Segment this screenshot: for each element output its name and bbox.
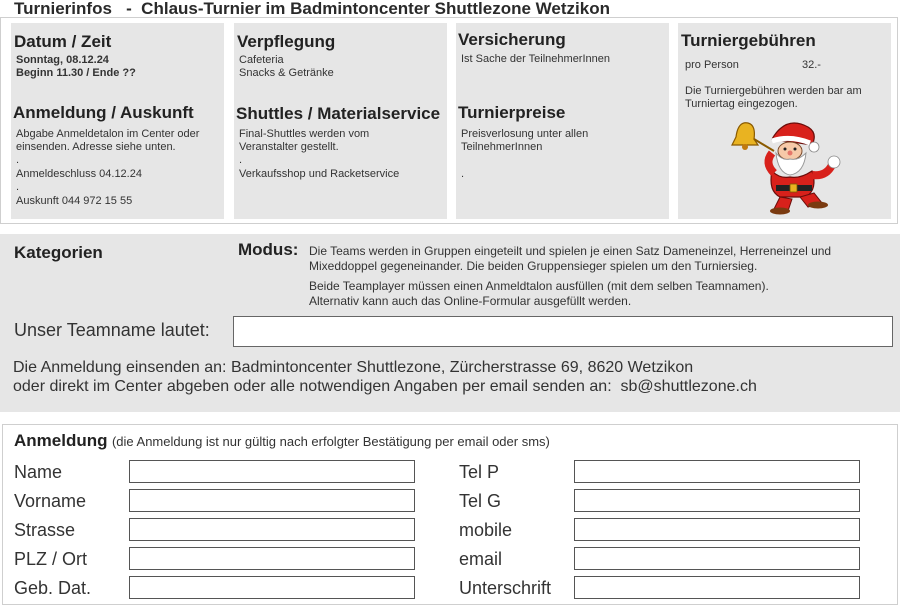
anmeldung-heading: Anmeldung / Auskunft	[13, 103, 194, 122]
verpflegung-heading: Verpflegung	[237, 32, 336, 51]
name-input[interactable]	[129, 460, 415, 483]
label-plz-ort: PLZ / Ort	[14, 549, 88, 569]
send-line1: Die Anmeldung einsenden an: Badmintoncenter Shuttlezone, Zürcherstrasse 69, 8620 Wetzikon	[13, 359, 694, 376]
email-input[interactable]	[574, 547, 860, 570]
datum-date: Sonntag, 08.12.24	[16, 54, 109, 66]
turnierpreise-line2: TeilnehmerInnen	[461, 141, 543, 153]
kategorien-section	[0, 234, 900, 412]
datum-heading: Datum / Zeit	[14, 32, 112, 51]
vorname-input[interactable]	[129, 489, 415, 512]
unterschrift-input[interactable]	[574, 576, 860, 599]
gebuehren-amount: 32.-	[802, 59, 821, 71]
label-tel-g: Tel G	[459, 491, 502, 511]
datum-time: Beginn 11.30 / Ende ??	[16, 67, 136, 79]
panel-verpflegung	[234, 23, 447, 219]
turnierpreise-heading: Turnierpreise	[458, 103, 566, 122]
versicherung-heading: Versicherung	[458, 30, 566, 49]
teamname-label: Unser Teamname lautet:	[14, 320, 210, 340]
modus-line1: Die Teams werden in Gruppen eingeteilt und spielen je einen Satz Dameneinzel, Herreneinzel und	[309, 244, 832, 258]
form-note: (die Anmeldung ist nur gültig nach erfolgter Bestätigung per email oder sms)	[111, 434, 550, 449]
santa-bell-illustration	[728, 115, 846, 215]
anmeldung-dot1: .	[16, 154, 20, 166]
tel-g-input[interactable]	[574, 489, 860, 512]
label-name: Name	[14, 462, 63, 482]
anmeldung-line1: Abgabe Anmeldetalon im Center oder	[16, 128, 200, 140]
teamname-input[interactable]	[233, 316, 893, 347]
page-title: Turnierinfos - Chlaus-Turnier im Badmintoncenter Shuttlezone Wetzikon	[14, 0, 610, 18]
shuttles-line1: Final-Shuttles werden vom	[239, 128, 370, 140]
kategorien-heading: Kategorien	[14, 243, 103, 262]
tel-p-input[interactable]	[574, 460, 860, 483]
label-strasse: Strasse	[14, 520, 76, 540]
label-geb-dat: Geb. Dat.	[14, 578, 92, 598]
shuttles-heading: Shuttles / Materialservice	[236, 104, 441, 123]
panel-datum	[11, 23, 224, 219]
label-email: email	[459, 549, 503, 569]
anmeldung-line2: einsenden. Adresse siehe unten.	[16, 141, 176, 153]
verpflegung-line2: Snacks & Getränke	[239, 67, 334, 79]
label-vorname: Vorname	[14, 491, 87, 511]
label-unterschrift: Unterschrift	[459, 578, 552, 598]
modus-line2: Mixeddoppel gegeneinander. Die beiden Gruppensieger spielen um den Turniersieg.	[309, 259, 758, 273]
geb-dat-input[interactable]	[129, 576, 415, 599]
send-line2: oder direkt im Center abgeben oder alle notwendigen Angaben per email senden an: sb@shuttlezone.ch	[13, 378, 757, 395]
modus-label: Modus:	[238, 240, 299, 259]
plz-ort-input[interactable]	[129, 547, 415, 570]
gebuehren-label: pro Person	[685, 59, 739, 71]
shuttles-line2: Veranstalter gestellt.	[239, 141, 339, 153]
modus-line3: Beide Teamplayer müssen einen Anmeldtalon ausfüllen (mit dem selben Teamnamen).	[309, 279, 769, 293]
label-tel-p: Tel P	[459, 462, 500, 482]
mobile-input[interactable]	[574, 518, 860, 541]
anmeldeschluss: Anmeldeschluss 04.12.24	[16, 168, 142, 180]
anmeldung-dot2: .	[16, 181, 20, 193]
panel-versicherung	[456, 23, 669, 219]
shuttles-line3: Verkaufsshop und Racketservice	[239, 168, 400, 180]
shuttles-dot: .	[239, 154, 243, 166]
gebuehren-heading: Turniergebühren	[681, 31, 816, 50]
panel-gebuehren	[678, 23, 891, 219]
gebuehren-note2: Turniertag eingezogen.	[685, 98, 798, 110]
verpflegung-line1: Cafeteria	[239, 54, 284, 66]
label-mobile: mobile	[459, 520, 513, 540]
turnierpreise-line1: Preisverlosung unter allen	[461, 128, 589, 140]
auskunft-phone: Auskunft 044 972 15 55	[16, 195, 133, 207]
strasse-input[interactable]	[129, 518, 415, 541]
form-heading: Anmeldung	[14, 431, 108, 450]
turnierpreise-dot: .	[461, 168, 465, 180]
form-header	[14, 431, 550, 451]
versicherung-line1: Ist Sache der TeilnehmerInnen	[461, 53, 610, 65]
gebuehren-note1: Die Turniergebühren werden bar am	[685, 85, 862, 97]
modus-line4: Alternativ kann auch das Online-Formular ausgefüllt werden.	[309, 294, 632, 308]
anmeldung-form	[2, 424, 898, 605]
